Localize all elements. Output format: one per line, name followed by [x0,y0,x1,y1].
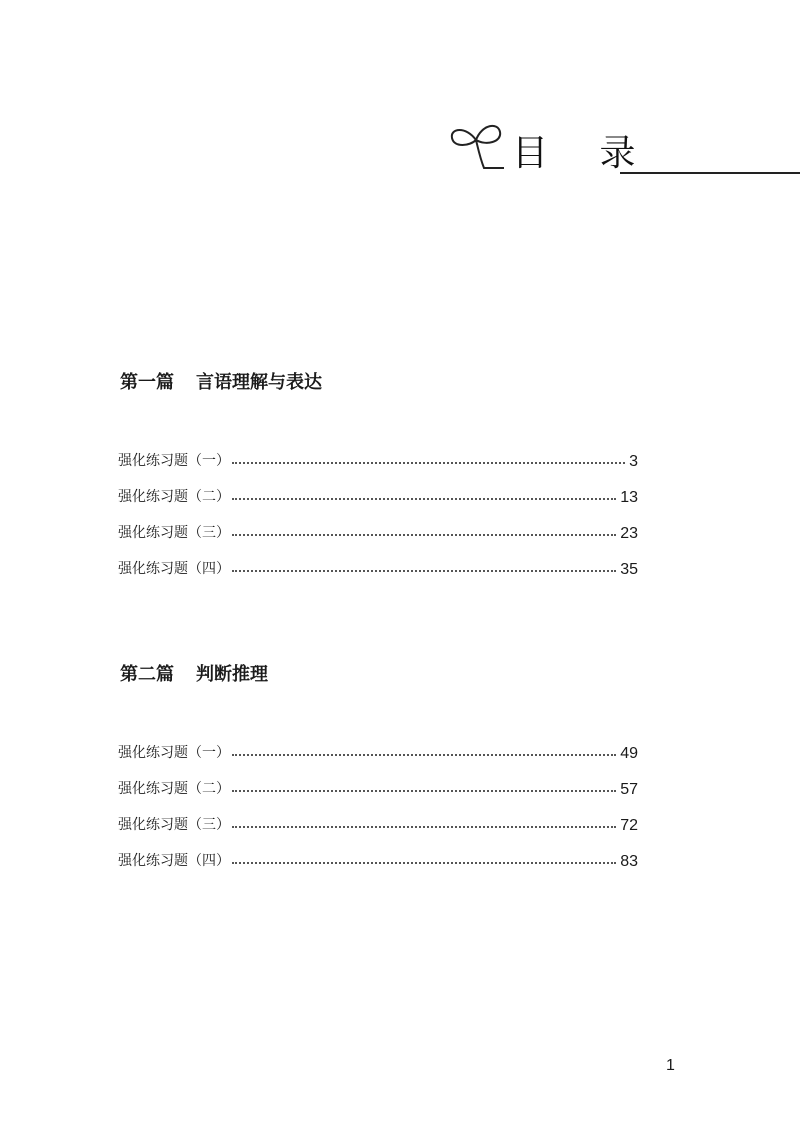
page-number: 1 [666,1057,675,1074]
toc-entry[interactable] [118,846,638,868]
entry-page: 83 [620,853,638,870]
toc-entry[interactable] [118,738,638,760]
dot-leader [232,790,616,792]
toc-entry[interactable] [118,774,638,796]
dot-leader [232,498,616,500]
entry-page: 23 [620,525,638,542]
entry-label: 强化练习题（三） [118,817,230,833]
title-rule [620,172,800,174]
toc-entry[interactable] [118,554,638,576]
toc-header [446,118,800,188]
entry-label: 强化练习题（四） [118,853,230,869]
dot-leader [232,462,625,464]
entry-label: 强化练习题（二） [118,489,230,505]
section-name: 言语理解与表达 [196,372,322,393]
entry-page: 49 [620,745,638,762]
toc-entry[interactable] [118,482,638,504]
sprout-icon [446,118,508,180]
toc-entry[interactable] [118,446,638,468]
dot-leader [232,534,616,536]
section-name: 判断推理 [196,664,268,685]
entry-label: 强化练习题（四） [118,561,230,577]
entry-label: 强化练习题（三） [118,525,230,541]
entry-page: 72 [620,817,638,834]
dot-leader [232,570,616,572]
entry-page: 57 [620,781,638,798]
entry-label: 强化练习题（二） [118,781,230,797]
toc-entry[interactable] [118,810,638,832]
entry-label: 强化练习题（一） [118,453,230,469]
dot-leader [232,826,616,828]
entry-page: 3 [629,453,638,470]
entry-label: 强化练习题（一） [118,745,230,761]
dot-leader [232,754,616,756]
toc-entry[interactable] [118,518,638,540]
toc-title: 目 录 [512,133,656,174]
section-part: 第二篇 [120,664,174,685]
entry-page: 13 [620,489,638,506]
dot-leader [232,862,616,864]
section-heading-1 [120,374,322,392]
section-part: 第一篇 [120,372,174,393]
section-heading-2 [120,666,268,684]
entry-page: 35 [620,561,638,578]
